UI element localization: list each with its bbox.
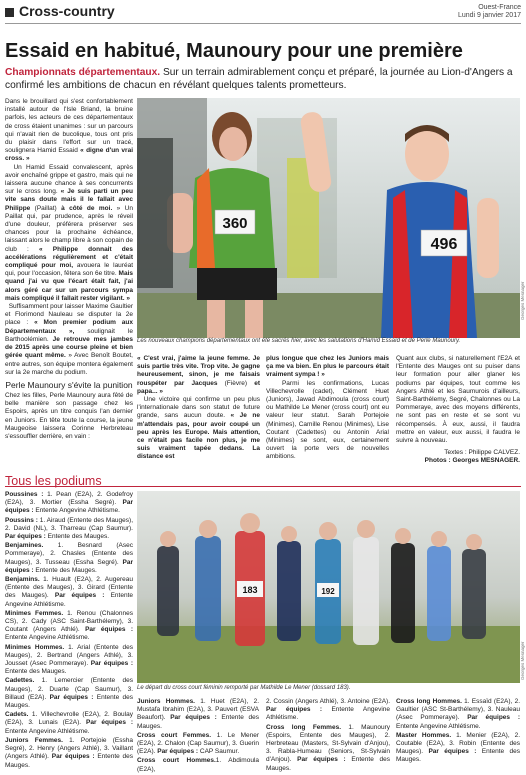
bib-number-left: 360 bbox=[222, 215, 248, 232]
article-subheading: Perle Maunoury s'évite la punition bbox=[5, 379, 133, 390]
result-entry: Master Hommes. 1. Menier (E2A), 2. Coutable (E2A), 3. Robin (Entente des Mauges). Par équipes : Entente des Mauges. bbox=[396, 731, 521, 764]
article-quote: plus longue que chez les Juniors mais ça me va bien. En plus le parcours était vraiment sympa ! » bbox=[266, 355, 389, 379]
result-entry: Juniors Hommes. 1. Huet (E2A), 2. Mustafa Ibrahim (E2A), 3. Pauvert (ESVA Beaufort). Par équipes : Entente des Mauges. bbox=[137, 698, 260, 730]
race-start-photo bbox=[137, 491, 520, 683]
article-quote: Mais quand j'ai vu que l'écart était fait, j'ai alors géré car sur un parcours sympa mais compliqué il fallait rester vigilant. » bbox=[5, 270, 133, 302]
article-quote: « Mon premier podium aux Départementaux », bbox=[5, 319, 134, 335]
bib-number-b: 192 bbox=[321, 587, 335, 596]
lead-text: Sur un terrain admirablement conçu et préparé, la journée au Lion-d'Angers a confirmé les ambitions de chacun en révélant quelques talents prometteurs. bbox=[5, 67, 513, 91]
article-quote: « digne d'un vrai cross. » bbox=[5, 147, 133, 163]
article-text: soulignait le Barthoolémien. bbox=[5, 327, 133, 343]
photo-caption-top: Les nouveaux champions départementaux ont été sacrés hier, avec les salutations d'Hamid Essaïd et de Perle Maunoury. bbox=[137, 338, 461, 344]
article-text: » Un Paillat qui, par prudence, après le réveil d'une douleur, préférera préserver ses chances pour la prochaine échéance, laissant alors le champ libre à son copain de club : bbox=[5, 204, 133, 253]
section-header bbox=[5, 3, 521, 24]
photo-credit-top: Georges Mesnager bbox=[520, 281, 525, 320]
issue-date: Lundi 9 janvier 2017 bbox=[457, 12, 521, 19]
article-quote: Je retrouve mes jambes de 2015 après une course pleine et bien gérée quant même. bbox=[5, 335, 133, 360]
article-quote: « Je suis parti un peu vite sans doute mais il le fallait avec Philippe bbox=[5, 188, 133, 212]
article-column-3 bbox=[266, 355, 389, 462]
text-credit: Textes : Philippe CALVEZ. bbox=[444, 449, 520, 457]
article-text: Parmi les confirmations, Lucas Villechevrolle (cadet), Clément Huet (Juniors), Jawad Abdimoula (cross court) ou Mathilde Le Mener (cross court) ont eu valeur leur statut. Sarah Portejoie (Minimes), Camille Renou (Minimes), Lise Coutant (Cadettes) ou Antonin Arial (Minimes) se sont, eux, certainement ouvert la porte vers de nouvelles ambitions. bbox=[266, 379, 389, 461]
podiums-column-1 bbox=[5, 491, 133, 771]
article-text: Dans le brouillard qui s'est confortablement installé autour de l'Isle Briand, la bruine parfois, les acteurs de ces départementaux de cross étaient unanimes : sur un parcours qui n'avait rien de bucolique, tous ont pris du plaisir dans l'effort sur un tracé, soulignera Hamid Essaid bbox=[5, 98, 133, 155]
article-text: Quant aux clubs, si naturellement l'E2A et l'Entente des Mauges ont su puiser dans leur formation pour aller glaner les podiums par équipes, tout comme les Angers Athlé et les Saumurois d'ailleurs, Saint-Barthélemy, Segré, Chalonnes ou La Pommeraye, avec des moyens différents, ne sont pas en reste et se sont vu récompensés. À eux, aussi, il faudra mettre en valeur, eux aussi, il faudra le suivre à nouveau. bbox=[396, 355, 520, 445]
result-entry: 2. Cossin (Angers Athlé), 3. Antoine (E2A). Par équipes : Entente Angevine Athlétisme. bbox=[266, 698, 390, 722]
podiums-title: Tous les podiums bbox=[5, 474, 102, 488]
result-entry: Cross court Hommes.1. Abdimoula (E2A), bbox=[137, 757, 259, 773]
article-text: Suffisamment pour laisser Maxime Gaultier et Florimond Nauleau se disputer la 2e place : bbox=[5, 303, 133, 327]
result-entry: Cadets. 1. Villechevrolle (E2A), 2. Boulay (E2A), 3. Lunais (E2A). Par équipes : Entente Angevine Athlétisme. bbox=[5, 711, 133, 735]
result-entry: Minimes Femmes. 1. Renou (Chalonnes CS), 2. Cady (ASC Saint-Barthélemy), 3. Coutant (Angers Athlé). Par équipes : Entente Angevine Athlétisme. bbox=[5, 609, 133, 642]
result-entry: Poussins : 1. Airaud (Entente des Mauges), 2. David (NL), 3. Tharreau (Cap Saumur). Par équipes : Entente des Mauges. bbox=[5, 516, 133, 541]
podiums-column-2 bbox=[137, 698, 259, 775]
article-quote: « Je ne m'attendais pas, pour avoir coupé un peu après les Europe. Mais attention, ce n'était pas facile non plus, je me suis vraiment tapée dedans. La distance est bbox=[137, 412, 260, 461]
photo-credit-bottom: Georges Mesnager bbox=[520, 641, 525, 680]
article-column-4 bbox=[396, 355, 520, 466]
lead-kicker: Championnats départementaux. bbox=[5, 67, 161, 78]
result-entry: Cadettes. 1. Lemercier (Entente des Mauges), 2. Duarte (Cap Saumur), 3. Billaud (E2A). Par équipes : Entente des Mauges. bbox=[5, 677, 134, 710]
result-entry: Benjamines. 1. Besnard (Asec Pommeraye), 2. Chasles (Entente des Mauges), 3. Tusseau (Essha Segré). Par équipes : Entente des Mauges. bbox=[5, 542, 133, 574]
publication-info bbox=[458, 4, 521, 20]
article-text: Chez les filles, Perle Maunoury aura fêté de belle manière son passage chez les Espoirs, après un titre conquis l'an dernier en Juniors. En tête toute la course, la jeune Maugeoise laissera Corinne Herbreteau s'essouffler derrière, en vain : bbox=[5, 391, 133, 440]
result-entry: Juniors Femmes. 1. Portejoie (Essha Segré), 2. Henry (Angers Athlé), 3. Vaillant (Angers Athlé). Par équipes : Entente des Mauges. bbox=[5, 736, 133, 769]
article-text: avouera le lauréat qui, pour l'occasion, fêtera son 6e titre. bbox=[5, 262, 133, 278]
lead-paragraph bbox=[5, 66, 521, 92]
section-marker bbox=[5, 8, 14, 17]
article-quote: et papa... » bbox=[137, 379, 260, 395]
result-entry: Cross long Hommes. 1. Essaïd (E2A), 2. Gaultier (ASC St-Barthélemy), 3. Nauleau (Asec Pommeraye). Par équipes : Entente Angevine Athlétisme. bbox=[396, 698, 520, 730]
headline: Essaid en habitué, Maunoury pour une première bbox=[5, 40, 463, 62]
result-entry: Benjamins. 1. Huault (E2A), 2. Augereau (Entente des Mauges), 3. Girard (Entente des Mauges). Par équipes : Entente Angevine Athlétisme. bbox=[5, 576, 134, 608]
race-start-illustration bbox=[137, 491, 520, 683]
result-entry: Poussines : 1. Pean (E2A), 2. Godefroy (E2A), 3. Mortier (Essha Segré). Par équipes : Entente Angevine Athlétisme. bbox=[5, 491, 133, 515]
newspaper-name: Ouest-France bbox=[478, 4, 521, 11]
article-text: (Fièvre) bbox=[217, 379, 248, 387]
result-entry: Cross court Femmes. 1. Le Mener (E2A), 2. Chalon (Cap Saumur), 3. Guerin (E2A). Par équipes : CAP Saumur. bbox=[137, 731, 260, 756]
podiums-column-4 bbox=[396, 698, 520, 766]
article-quote: « Philippe donnait des accélérations régulièrement et c'était compliqué pour moi, bbox=[5, 245, 133, 270]
bib-number-a: 183 bbox=[242, 585, 258, 595]
photo-caption-bottom: Le départ du cross court féminin remporté par Mathilde Le Mener (dossard 183). bbox=[137, 685, 351, 691]
article-column-1 bbox=[5, 98, 133, 441]
podiums-column-3 bbox=[266, 698, 390, 774]
result-entry: Cross long Femmes. 1. Maunoury (Espoirs, Entente des Mauges), 2. Herbreteau (Masters, St-Sylvain d'Anjou), 3. Rabla-Humeau (Seniors, St-Sylvain d'Anjou). Par équipes : Entente des Mauges. bbox=[266, 723, 390, 772]
runners-photo bbox=[137, 98, 520, 338]
result-entry: Minimes Hommes. 1. Arial (Entente des Mauges), 2. Bertrand (Angers Athlé), 3. Jousset (Asec Pommeraye). Par équipes : Entente des Mauges. bbox=[5, 643, 133, 676]
article-text: (Paillat) bbox=[30, 204, 57, 212]
article-text: » Avec Benoît Boutet, entre autres, son équipe montera également sur la 2e marche du podium. bbox=[5, 352, 133, 376]
photo-credit: Photos : Georges MESNAGER. bbox=[424, 457, 520, 465]
podiums-section-header bbox=[5, 472, 521, 487]
bib-number-right: 496 bbox=[430, 236, 458, 253]
article-quote: « C'est vrai, j'aime la jeune femme. Je suis partie très vite. Trop vite. Je gagne heureusement, sinon, je me faisais rouspéter par Jacques bbox=[137, 355, 260, 387]
runners-illustration bbox=[137, 98, 520, 338]
section-name: Cross-country bbox=[19, 3, 115, 19]
article-quote: à côté de moi. bbox=[56, 204, 113, 212]
article-column-2 bbox=[137, 355, 260, 462]
article-text: Une victoire qui confirme un peu plus l'internationale dans son statut de future grande, sans aucun doute. bbox=[137, 396, 260, 420]
article-text: Un Hamid Essaid convalescent, après avoir enchaîné grippe et gastro, mais qui ne laissera aucune chance à ses concurrents sur le cross long. bbox=[5, 163, 133, 196]
